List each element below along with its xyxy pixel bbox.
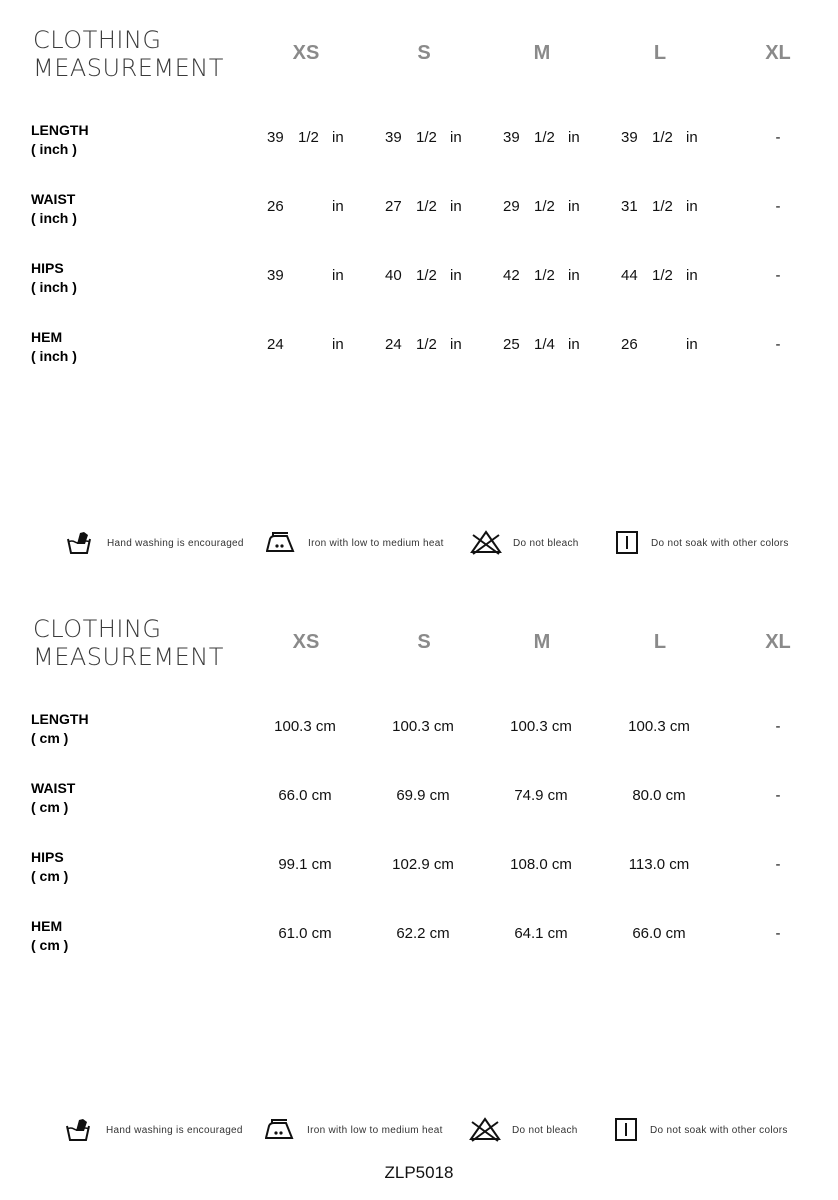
table-cell: 102.9 cm (392, 856, 454, 873)
table-cell: 100.3 cm (274, 718, 336, 735)
fraction-value: 1/2 (416, 267, 437, 284)
fraction-value: 1/2 (416, 198, 437, 215)
care-instructions-top (0, 527, 838, 563)
table-cell: 62.2 cm (396, 925, 450, 942)
fraction-value: 1/2 (652, 129, 673, 146)
size-header-xl: XL (765, 631, 791, 653)
unit-label: in (686, 336, 698, 353)
table-cell: 61.0 cm (278, 925, 332, 942)
size-header-l: L (653, 631, 667, 653)
table-cell: 66.0 cm (632, 925, 686, 942)
care-text: Hand washing is encouraged (107, 538, 244, 549)
row-label-hips (31, 259, 77, 297)
table-cell: 100.3 cm (628, 718, 690, 735)
row-name: LENGTH (31, 122, 89, 138)
size-header-xs: XS (292, 631, 320, 653)
unit-label: in (686, 267, 698, 284)
whole-value: 39 (503, 129, 520, 146)
size-header-s: S (417, 42, 431, 64)
fraction-value: 1/2 (298, 129, 319, 146)
xl-value: - (775, 856, 781, 873)
whole-value: 42 (503, 267, 520, 284)
xl-value: - (775, 787, 781, 804)
unit-label: in (686, 198, 698, 215)
whole-value: 39 (267, 129, 284, 146)
care-text: Do not bleach (513, 538, 579, 549)
hand-wash-icon (65, 1117, 93, 1148)
whole-value: 39 (267, 267, 284, 284)
care-text: Do not soak with other colors (651, 538, 789, 549)
xl-value: - (775, 925, 781, 942)
unit-label: in (450, 267, 462, 284)
table-cell: 69.9 cm (396, 787, 450, 804)
row-label-waist (31, 190, 77, 228)
row-label-hem (31, 917, 68, 955)
care-text: Iron with low to medium heat (308, 538, 444, 549)
row-unit: ( inch ) (31, 141, 77, 157)
table-cell: 64.1 cm (514, 925, 568, 942)
fraction-value: 1/2 (652, 198, 673, 215)
row-name: WAIST (31, 191, 76, 207)
unit-label: in (568, 198, 580, 215)
size-header-xs: XS (292, 42, 320, 64)
row-name: HEM (31, 918, 63, 934)
size-header-s: S (417, 631, 431, 653)
unit-label: in (332, 129, 344, 146)
row-unit: ( cm ) (31, 730, 69, 746)
fraction-value: 1/2 (416, 336, 437, 353)
whole-value: 44 (621, 267, 638, 284)
row-unit: ( cm ) (31, 868, 69, 884)
row-name: HIPS (31, 260, 64, 276)
whole-value: 39 (385, 129, 402, 146)
care-text: Iron with low to medium heat (307, 1125, 443, 1136)
xl-value: - (775, 198, 781, 215)
fraction-value: 1/2 (534, 267, 555, 284)
table-cell: 113.0 cm (628, 856, 690, 873)
row-label-waist (31, 779, 75, 817)
row-label-length (31, 710, 89, 748)
fraction-value: 1/2 (416, 129, 437, 146)
iron-icon (265, 1117, 295, 1148)
care-text: Do not bleach (512, 1125, 578, 1136)
table-cell: 108.0 cm (510, 856, 572, 873)
table-cell: 99.1 cm (278, 856, 332, 873)
whole-value: 26 (621, 336, 638, 353)
whole-value: 27 (385, 198, 402, 215)
unit-label: in (568, 129, 580, 146)
row-unit: ( inch ) (31, 279, 77, 295)
table-cell: 100.3 cm (510, 718, 572, 735)
unit-label: in (450, 129, 462, 146)
hand-wash-icon (66, 530, 94, 561)
size-header-xl: XL (765, 42, 791, 64)
do-not-soak-icon (614, 1117, 638, 1148)
cm-section-title (33, 615, 224, 671)
row-unit: ( cm ) (31, 799, 69, 815)
care-text: Do not soak with other colors (650, 1125, 788, 1136)
no-bleach-icon (470, 530, 502, 561)
table-cell: 66.0 cm (278, 787, 332, 804)
whole-value: 29 (503, 198, 520, 215)
title-line-2: MEASUREMENT (33, 54, 224, 82)
unit-label: in (332, 267, 344, 284)
row-label-hips (31, 848, 68, 886)
unit-label: in (332, 336, 344, 353)
whole-value: 26 (267, 198, 284, 215)
row-name: HIPS (31, 849, 64, 865)
whole-value: 25 (503, 336, 520, 353)
care-text: Hand washing is encouraged (106, 1125, 243, 1136)
inch-section-title (33, 26, 224, 82)
unit-label: in (332, 198, 344, 215)
fraction-value: 1/2 (534, 198, 555, 215)
xl-value: - (775, 129, 781, 146)
whole-value: 31 (621, 198, 638, 215)
do-not-soak-icon (615, 530, 639, 561)
size-header-l: L (653, 42, 667, 64)
whole-value: 39 (621, 129, 638, 146)
table-cell: 74.9 cm (514, 787, 568, 804)
row-name: HEM (31, 329, 63, 345)
size-header-m: M (533, 631, 551, 653)
row-name: LENGTH (31, 711, 89, 727)
title-line-2: MEASUREMENT (33, 643, 224, 671)
unit-label: in (568, 267, 580, 284)
size-header-m: M (533, 42, 551, 64)
unit-label: in (568, 336, 580, 353)
row-label-hem (31, 328, 77, 366)
row-unit: ( cm ) (31, 937, 69, 953)
fraction-value: 1/2 (534, 129, 555, 146)
whole-value: 24 (385, 336, 402, 353)
xl-value: - (775, 336, 781, 353)
row-unit: ( inch ) (31, 348, 77, 364)
title-line-1: CLOTHING (33, 26, 162, 54)
unit-label: in (686, 129, 698, 146)
whole-value: 24 (267, 336, 284, 353)
xl-value: - (775, 267, 781, 284)
row-unit: ( inch ) (31, 210, 77, 226)
care-instructions-bottom (0, 1114, 838, 1150)
unit-label: in (450, 198, 462, 215)
fraction-value: 1/4 (534, 336, 555, 353)
row-label-length (31, 121, 89, 159)
table-cell: 100.3 cm (392, 718, 454, 735)
fraction-value: 1/2 (652, 267, 673, 284)
product-code: ZLP5018 (384, 1163, 454, 1182)
xl-value: - (775, 718, 781, 735)
unit-label: in (450, 336, 462, 353)
iron-icon (266, 530, 296, 561)
title-line-1: CLOTHING (33, 615, 162, 643)
row-name: WAIST (31, 780, 76, 796)
no-bleach-icon (469, 1117, 501, 1148)
table-cell: 80.0 cm (632, 787, 686, 804)
whole-value: 40 (385, 267, 402, 284)
